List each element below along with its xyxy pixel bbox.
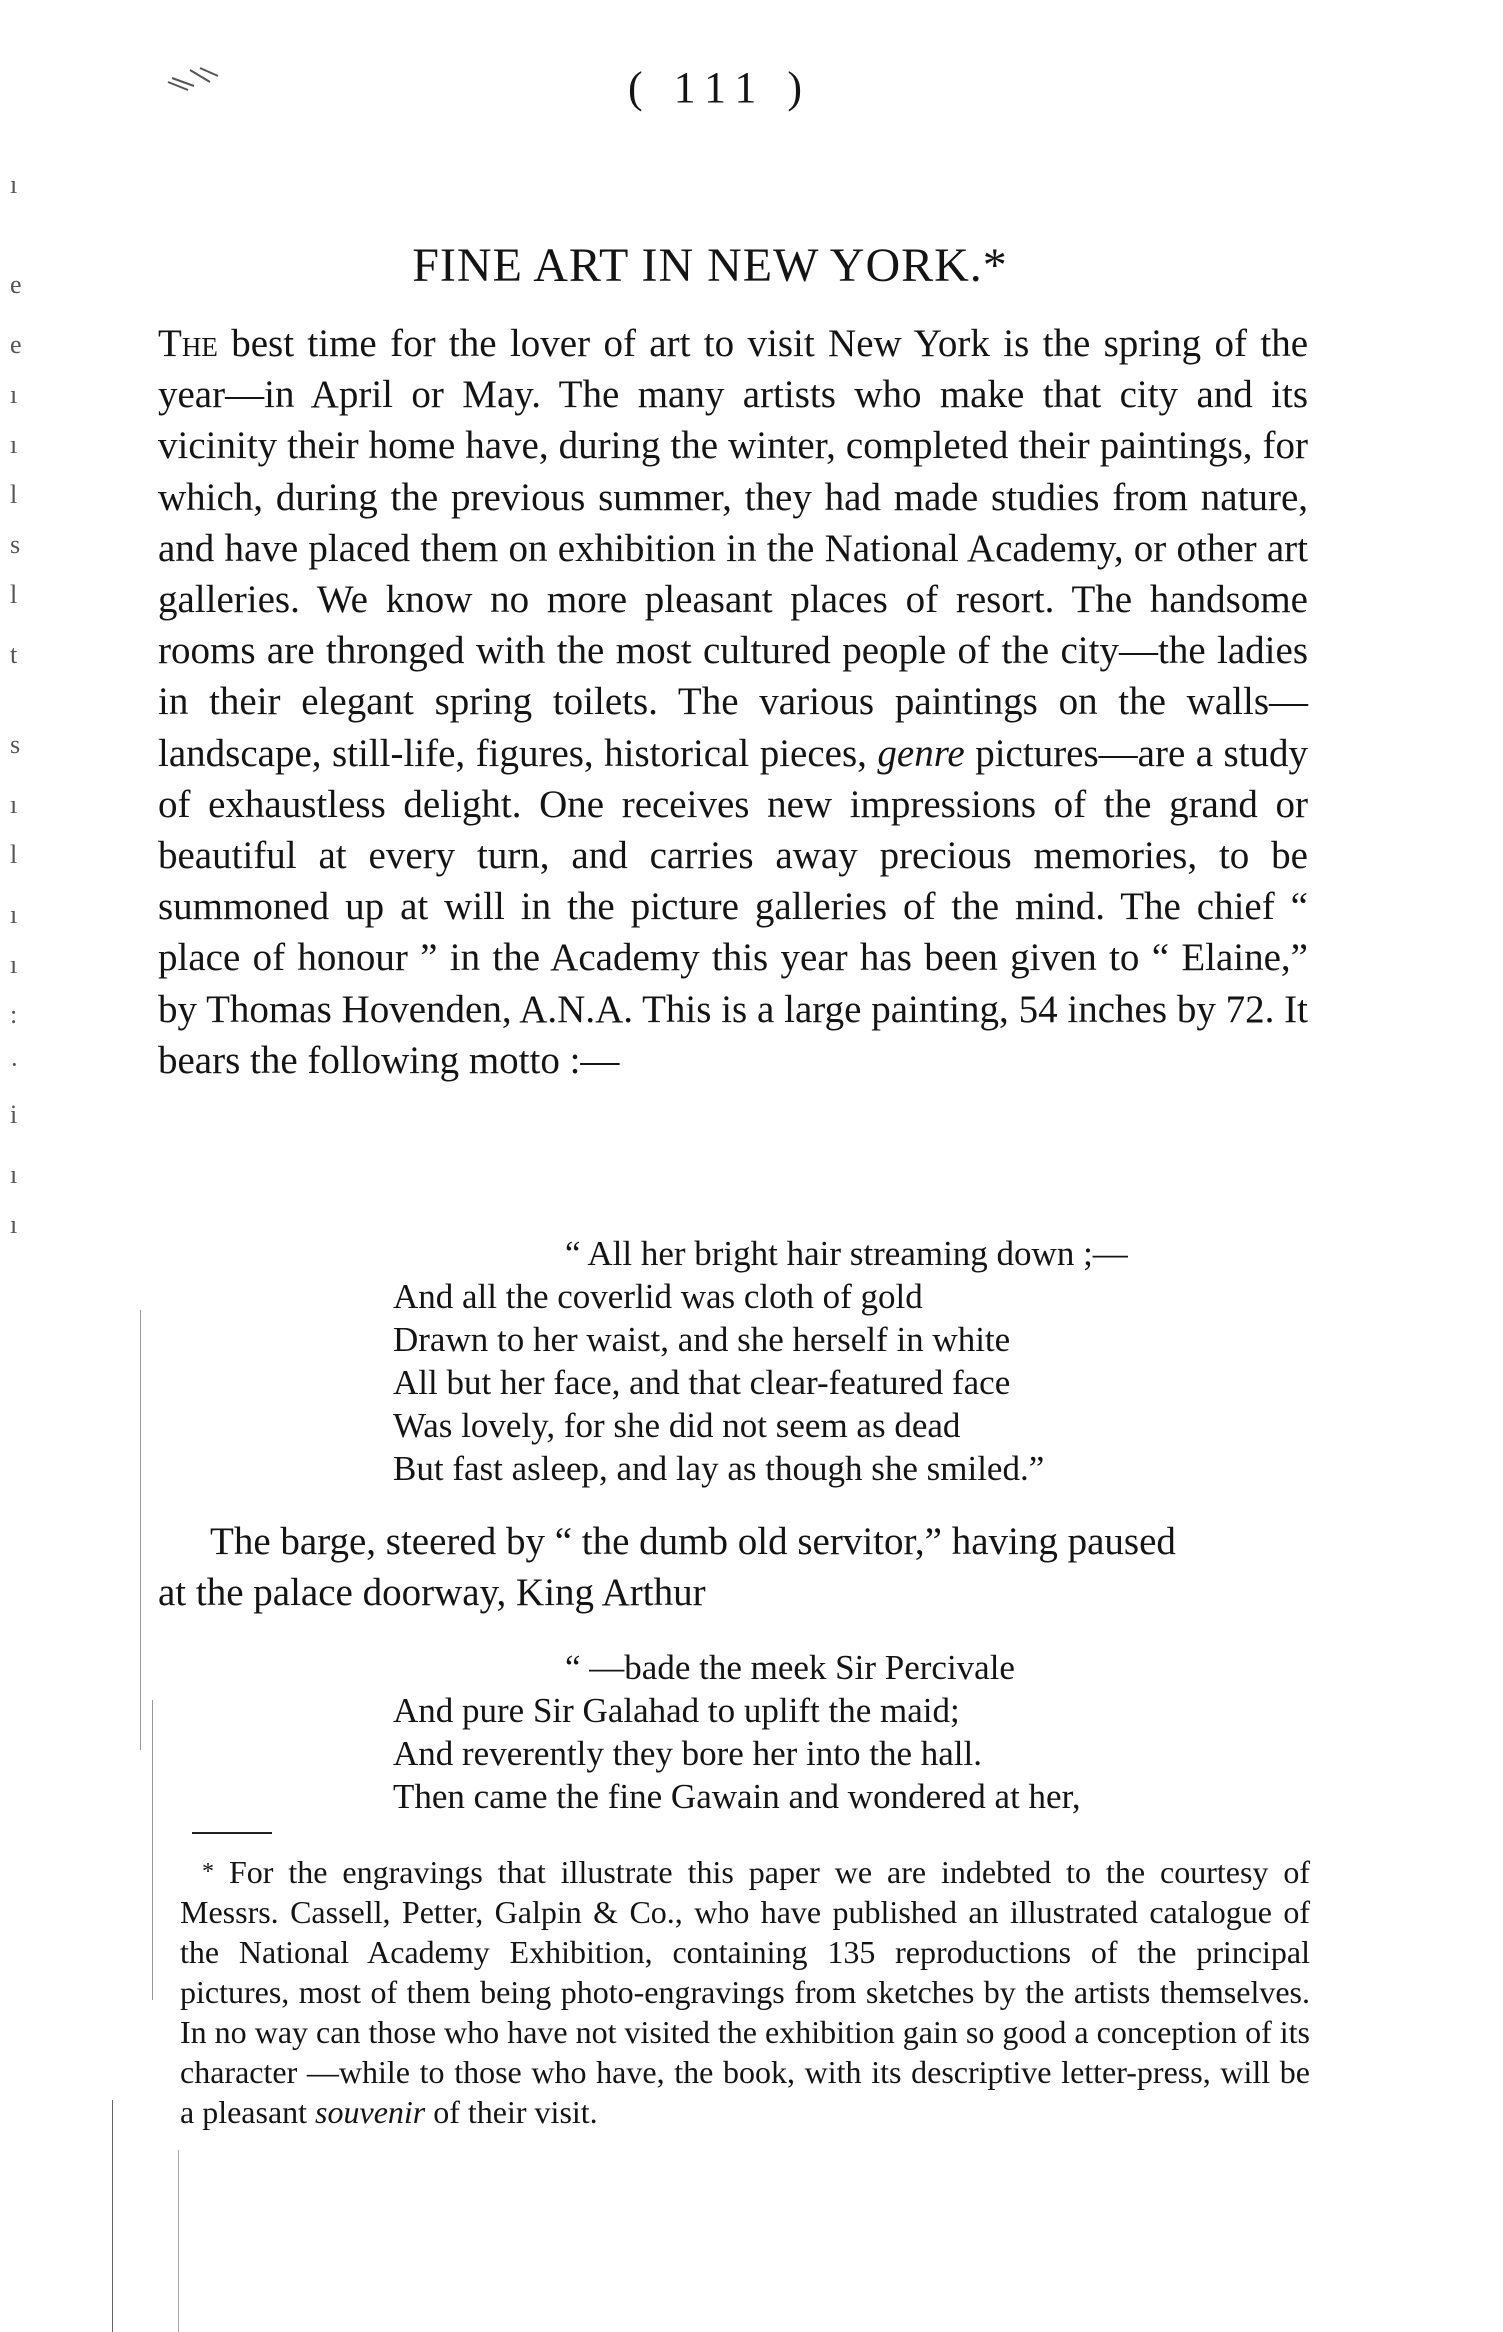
margin-mark: l (10, 480, 18, 509)
paragraph-cont: at the palace doorway, King Arthur (158, 1571, 706, 1614)
margin-mark: s (10, 530, 21, 559)
verse-line: And all the coverlid was cloth of gold (393, 1277, 923, 1316)
margin-mark: e (10, 270, 22, 299)
verse-quote-2 (393, 1646, 1081, 1818)
margin-mark: t (10, 640, 18, 669)
footnote-text (180, 1852, 1310, 2132)
page-number: ( 111 ) (627, 63, 813, 112)
footnote (180, 1852, 1310, 2132)
margin-mark: s (10, 730, 21, 759)
footnote-end: of their visit. (433, 2094, 598, 2130)
article-title: FINE ART IN NEW YORK.* (412, 239, 1008, 292)
verse-line: And pure Sir Galahad to uplift the maid; (393, 1691, 960, 1730)
article-body-2 (158, 1516, 1308, 1618)
gutter-line (140, 1310, 141, 1750)
margin-mark: i (10, 1100, 18, 1129)
paragraph-text-cont: pictures—are a study of exhaustless delight. One receives new impressions of the grand or beautiful at every turn, and carries away precious memories, to be summoned up at will in the picture galleries of the mind. The chief “ place of honour ” in the Academy this year has been given to “ Elaine,” by Thomas Hovenden, A.N.A. This is a large painting, 54 inches by 72. It bears the following motto :— (158, 731, 1309, 1082)
margin-mark: : (10, 1000, 18, 1029)
margin-mark: ı (10, 900, 18, 929)
verse-quote (393, 1232, 1128, 1490)
gutter-line (178, 2150, 179, 2332)
verse-line: But fast asleep, and lay as though she smiled.” (393, 1449, 1045, 1488)
genre-word: genre (877, 731, 965, 775)
margin-mark: ı (10, 430, 18, 459)
margin-mark: · (10, 1050, 19, 1079)
first-word: The (158, 322, 218, 365)
margin-mark: ı (10, 790, 18, 819)
gutter-line (112, 2100, 113, 2332)
gutter-line (152, 1700, 153, 2000)
footnote-body: For the engravings that illustrate this paper we are indebted to the courtesy of Messrs. Cassell, Petter, Galpin & Co., who have published an illustrated catalogue of the National Academy Exhibition, containing 135 reproductions of the principal pictures, most of them being photo-engravings from sketches by the artists themselves. In no way can those who have not visited the exhibition gain so good a conception of its character —while to those who have, the book, with its descriptive letter-press, will be a pleasant (180, 1854, 1311, 2130)
margin-mark: ı (10, 170, 18, 199)
footnote-mark: * (202, 1859, 214, 1885)
paragraph (158, 318, 1308, 1086)
margin-mark: e (10, 330, 22, 359)
margin-mark: ı (10, 950, 18, 979)
verse-line: Was lovely, for she did not seem as dead (393, 1406, 961, 1445)
verse-line: Then came the fine Gawain and wondered at her, (393, 1777, 1081, 1816)
margin-mark: l (10, 840, 18, 869)
paragraph: The barge, steered by “ the dumb old servitor,” having paused (210, 1520, 1176, 1563)
souvenir-word: souvenir (315, 2094, 426, 2130)
verse-line: And reverently they bore her into the hall. (393, 1734, 982, 1773)
ornament-mark (160, 60, 240, 100)
verse-line: “ —bade the meek Sir Percivale (565, 1648, 1015, 1687)
paragraph-text: best time for the lover of art to visit New York is the spring of the year—in April or May. The many artists who make that city and its vicinity their home have, during the winter, completed their paintings, for which, during the previous summer, they had made studies from nature, and have placed them on exhibition in the National Academy, or other art galleries. We know no more pleasant places of resort. The handsome rooms are thronged with the most cultured people of the city—the ladies in their elegant spring toilets. The various paintings on the walls—landscape, still-life, figures, historical pieces, (158, 322, 1309, 775)
margin-mark: ı (10, 1210, 18, 1239)
verse-line: “ All her bright hair streaming down ;— (565, 1234, 1128, 1273)
margin-mark: l (10, 580, 18, 609)
margin-mark: ı (10, 1160, 18, 1189)
article-body (158, 318, 1308, 1086)
footnote-rule (192, 1832, 272, 1834)
verse-line: Drawn to her waist, and she herself in white (393, 1320, 1011, 1359)
margin-mark: ı (10, 380, 18, 409)
verse-line: All but her face, and that clear-featured face (393, 1363, 1011, 1402)
